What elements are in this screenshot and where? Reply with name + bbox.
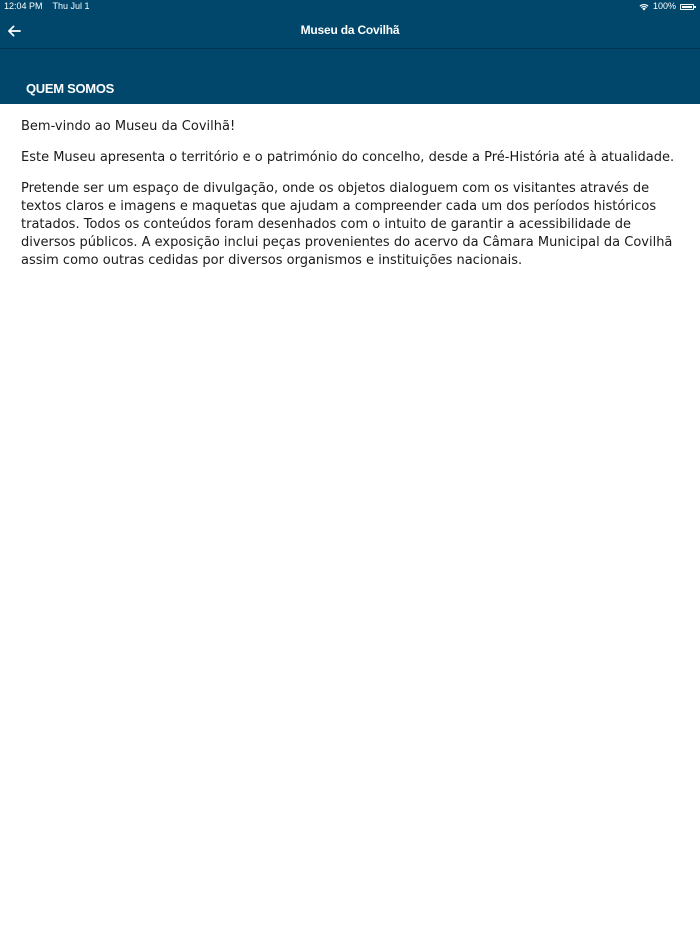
status-date: Thu Jul 1 [52, 1, 90, 11]
section-title: QUEM SOMOS [26, 81, 115, 96]
status-bar [0, 0, 700, 13]
navigation-bar [0, 13, 700, 49]
intro-paragraph: Bem-vindo ao Museu da Covilhã! [21, 119, 236, 134]
wifi-icon [639, 3, 649, 11]
description-paragraph: Este Museu apresenta o território e o património do concelho, desde a Pré-História até à atualidade. [21, 150, 675, 165]
mission-paragraph: Pretende ser um espaço de divulgação, onde os objetos dialoguem com os visitantes através de textos claros e imagens e maquetas que ajudam a compreender cada um dos períodos históricos tratados. Todos os conteúdos foram desenhados com o intuito de garantir a acessibilidade de diversos públicos. A exposição inclui peças provenientes do acervo da Câmara Municipal da Covilhã assim como outras cedidas por diversos organismos e instituições nacionais. [21, 181, 673, 268]
battery-percent: 100% [652, 1, 676, 11]
status-left [4, 0, 90, 13]
content-body [21, 118, 676, 283]
status-time: 12:04 PM [4, 1, 43, 11]
section-header [0, 49, 700, 104]
battery-icon [680, 4, 694, 10]
nav-title: Museu da Covilhã [300, 23, 400, 37]
status-right [639, 0, 694, 13]
